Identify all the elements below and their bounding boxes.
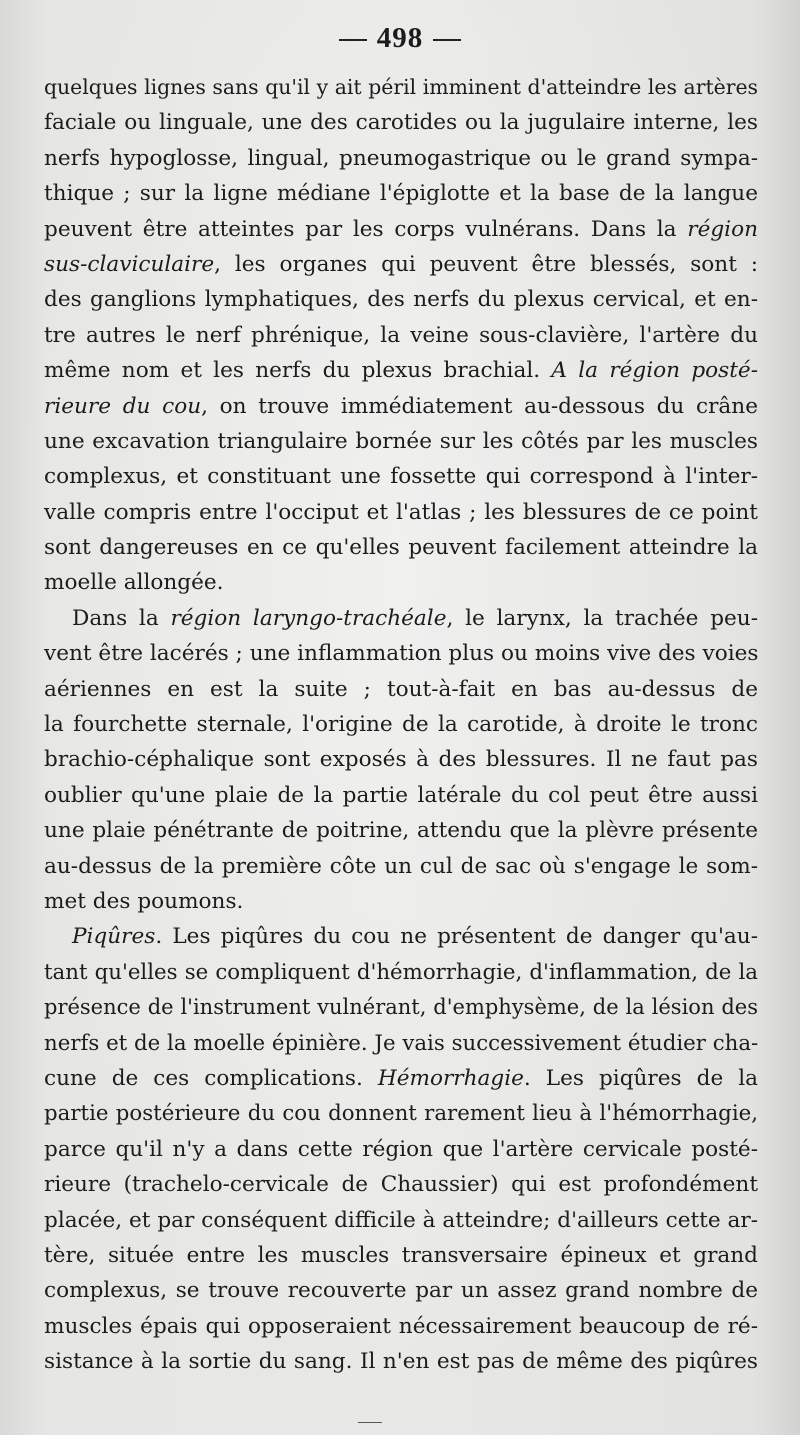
text-line: une plaie pénétrante de poitrine, attendu que la plèvre présente bbox=[44, 818, 758, 844]
text-line: complexus, se trouve recouverte par un assez grand nombre de bbox=[44, 1278, 758, 1304]
italic-term: rieure du cou bbox=[44, 393, 202, 419]
text-line: rieure (trachelo-cervicale de Chaussier) qui est profondément bbox=[44, 1172, 758, 1198]
page-number: 498 bbox=[376, 22, 424, 54]
text-line: muscles épais qui opposeraient nécessairement beaucoup de ré- bbox=[44, 1313, 758, 1339]
text-line: nerfs et de la moelle épinière. Je vais successivement étudier cha- bbox=[44, 1030, 759, 1056]
text-line: moelle allongée. bbox=[44, 570, 224, 596]
text-line: met des poumons. bbox=[44, 888, 244, 914]
text-line: oublier qu'une plaie de la partie latérale du col peut être aussi bbox=[44, 782, 758, 808]
text-line: rieure du cou, on trouve immédiatement au-dessous du crâne bbox=[44, 393, 758, 419]
text-line: peuvent être atteintes par les corps vulnérans. Dans la région bbox=[44, 216, 758, 242]
italic-term: région laryngo-trachéale bbox=[170, 605, 447, 631]
text-line: la fourchette sternale, l'origine de la carotide, à droite le tronc bbox=[44, 712, 758, 738]
text-line: brachio-céphalique sont exposés à des blessures. Il ne faut pas bbox=[44, 747, 758, 773]
header-dash-right bbox=[433, 39, 461, 41]
text-line: nerfs hypoglosse, lingual, pneumogastrique ou le grand sympa- bbox=[44, 145, 758, 171]
text-line: sistance à la sortie du sang. Il n'en est pas de même des piqûres bbox=[44, 1349, 758, 1375]
italic-term: sus-claviculaire bbox=[44, 251, 215, 277]
text-line: valle compris entre l'occiput et l'atlas ; les blessures de ce point bbox=[44, 499, 758, 525]
italic-term: région bbox=[687, 216, 758, 242]
body-text bbox=[44, 70, 758, 1379]
italic-term: Hémorrhagie bbox=[377, 1065, 524, 1091]
text-line: tère, située entre les muscles transversaire épineux et grand bbox=[44, 1242, 758, 1268]
text-line: des ganglions lymphatiques, des nerfs du plexus cervical, et en- bbox=[44, 287, 758, 313]
header-dash-left bbox=[339, 39, 367, 41]
page-header bbox=[0, 22, 800, 55]
text-line: vent être lacérés ; une inflammation plus ou moins vive des voies bbox=[44, 641, 759, 667]
text-line: une excavation triangulaire bornée sur les côtés par les muscles bbox=[44, 428, 758, 454]
text-line: tre autres le nerf phrénique, la veine sous-clavière, l'artère du bbox=[44, 322, 758, 348]
text-line: placée, et par conséquent difficile à atteindre; d'ailleurs cette ar- bbox=[44, 1207, 758, 1233]
text-line: au-dessus de la première côte un cul de sac où s'engage le som- bbox=[44, 853, 758, 879]
footer-mark bbox=[358, 1422, 382, 1423]
text-line: aériennes en est la suite ; tout-à-fait en bas au-dessus de bbox=[44, 676, 758, 702]
text-line: Piqûres. Les piqûres du cou ne présentent de danger qu'au- bbox=[72, 924, 758, 950]
text-line: Dans la région laryngo-trachéale, le larynx, la trachée peu- bbox=[72, 605, 759, 631]
text-line: cune de ces complications. Hémorrhagie. Les piqûres de la bbox=[44, 1065, 759, 1091]
text-line: même nom et les nerfs du plexus brachial. A la région posté- bbox=[44, 358, 758, 384]
text-line: tant qu'elles se compliquent d'hémorrhagie, d'inflammation, de la bbox=[44, 959, 758, 985]
text-line: sus-claviculaire, les organes qui peuvent être blessés, sont : bbox=[44, 251, 758, 277]
text-line: faciale ou linguale, une des carotides ou la jugulaire interne, les bbox=[44, 110, 758, 136]
text-line: quelques lignes sans qu'il y ait péril imminent d'atteindre les artères bbox=[44, 75, 758, 99]
text-line: parce qu'il n'y a dans cette région que l'artère cervicale posté- bbox=[44, 1136, 758, 1162]
italic-term: A la région posté- bbox=[551, 358, 758, 384]
text-line: thique ; sur la ligne médiane l'épiglotte et la base de la langue bbox=[44, 181, 758, 207]
italic-term: Piqûres bbox=[72, 924, 156, 950]
text-line: complexus, et constituant une fossette qui correspond à l'inter- bbox=[44, 464, 758, 490]
text-line: présence de l'instrument vulnérant, d'emphysème, de la lésion des bbox=[44, 995, 758, 1020]
text-line: sont dangereuses en ce qu'elles peuvent facilement atteindre la bbox=[44, 535, 758, 561]
text-line: partie postérieure du cou donnent rarement lieu à l'hémorrhagie, bbox=[44, 1101, 758, 1127]
